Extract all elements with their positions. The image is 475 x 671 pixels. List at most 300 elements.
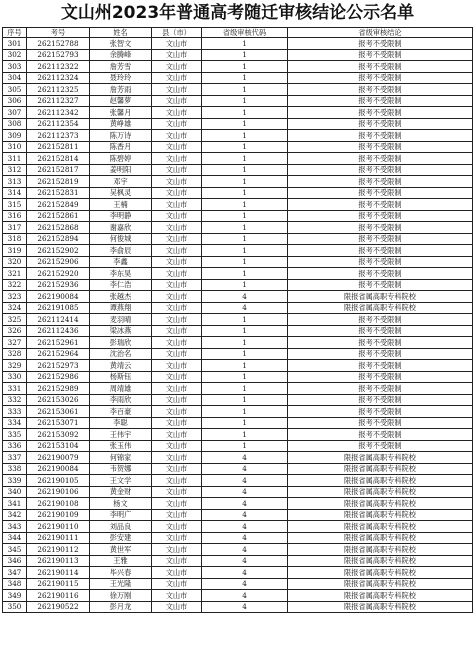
cell-name: 彭月龙 — [90, 601, 152, 613]
cell-index: 340 — [3, 486, 27, 498]
cell-name: 王雅 — [90, 555, 152, 567]
cell-index: 334 — [3, 417, 27, 429]
cell-review-result: 报考不受限制 — [288, 130, 473, 142]
cell-review-code: 1 — [202, 187, 288, 199]
table-row — [3, 498, 473, 510]
cell-county: 文山市 — [152, 532, 202, 544]
cell-review-code: 1 — [202, 164, 288, 176]
table-row — [3, 268, 473, 280]
table-row — [3, 452, 473, 464]
cell-exam-number: 262190115 — [27, 578, 90, 590]
cell-exam-number: 262112322 — [27, 61, 90, 73]
cell-review-result: 报考不受限制 — [288, 371, 473, 383]
cell-index: 311 — [3, 153, 27, 165]
cell-review-code: 1 — [202, 360, 288, 372]
cell-review-code: 1 — [202, 107, 288, 119]
cell-county: 文山市 — [152, 233, 202, 245]
cell-review-result: 限报省属高职专科院校 — [288, 578, 473, 590]
cell-name: 王楠 — [90, 199, 152, 211]
cell-county: 文山市 — [152, 452, 202, 464]
cell-exam-number: 262152788 — [27, 38, 90, 50]
cell-name: 李东昊 — [90, 268, 152, 280]
cell-exam-number: 262152936 — [27, 279, 90, 291]
cell-review-code: 1 — [202, 256, 288, 268]
cell-review-result: 报考不受限制 — [288, 141, 473, 153]
cell-index: 323 — [3, 291, 27, 303]
cell-review-code: 1 — [202, 38, 288, 50]
cell-name: 王伟宇 — [90, 429, 152, 441]
cell-exam-number: 262152817 — [27, 164, 90, 176]
cell-review-code: 1 — [202, 325, 288, 337]
cell-county: 文山市 — [152, 590, 202, 602]
cell-county: 文山市 — [152, 268, 202, 280]
table-row — [3, 463, 473, 475]
cell-name: 黄靖云 — [90, 360, 152, 372]
cell-index: 320 — [3, 256, 27, 268]
cell-name: 赵馨萝 — [90, 95, 152, 107]
cell-index: 326 — [3, 325, 27, 337]
table-row — [3, 141, 473, 153]
table-row — [3, 440, 473, 452]
cell-name: 詹芳雨 — [90, 84, 152, 96]
cell-county: 文山市 — [152, 440, 202, 452]
table-row — [3, 555, 473, 567]
cell-review-result: 报考不受限制 — [288, 95, 473, 107]
cell-review-code: 4 — [202, 567, 288, 579]
cell-exam-number: 262152906 — [27, 256, 90, 268]
cell-exam-number: 262190112 — [27, 544, 90, 556]
cell-name: 麦羽晴 — [90, 314, 152, 326]
cell-review-code: 1 — [202, 72, 288, 84]
cell-exam-number: 262152920 — [27, 268, 90, 280]
cell-review-result: 报考不受限制 — [288, 325, 473, 337]
cell-index: 339 — [3, 475, 27, 487]
cell-index: 343 — [3, 521, 27, 533]
cell-index: 346 — [3, 555, 27, 567]
cell-county: 文山市 — [152, 49, 202, 61]
cell-exam-number: 262152861 — [27, 210, 90, 222]
table-row — [3, 371, 473, 383]
cell-review-result: 报考不受限制 — [288, 417, 473, 429]
cell-county: 文山市 — [152, 394, 202, 406]
cell-county: 文山市 — [152, 84, 202, 96]
cell-index: 304 — [3, 72, 27, 84]
cell-exam-number: 262152989 — [27, 383, 90, 395]
cell-review-code: 1 — [202, 118, 288, 130]
table-row — [3, 337, 473, 349]
cell-county: 文山市 — [152, 475, 202, 487]
cell-county: 文山市 — [152, 107, 202, 119]
cell-review-result: 报考不受限制 — [288, 61, 473, 73]
table-row — [3, 532, 473, 544]
table-row — [3, 509, 473, 521]
cell-county: 文山市 — [152, 337, 202, 349]
cell-review-code: 1 — [202, 417, 288, 429]
cell-county: 文山市 — [152, 222, 202, 234]
cell-review-code: 1 — [202, 394, 288, 406]
cell-index: 327 — [3, 337, 27, 349]
cell-review-result: 报考不受限制 — [288, 199, 473, 211]
cell-review-code: 1 — [202, 222, 288, 234]
cell-exam-number: 262190084 — [27, 463, 90, 475]
cell-county: 文山市 — [152, 383, 202, 395]
table-row — [3, 429, 473, 441]
cell-review-code: 1 — [202, 176, 288, 188]
cell-name: 徐万刚 — [90, 590, 152, 602]
cell-name: 谢嘉欣 — [90, 222, 152, 234]
document-title: 文山州2023年普通高考随迁审核结论公示名单 — [60, 3, 415, 23]
cell-county: 文山市 — [152, 325, 202, 337]
cell-name: 李俞辰 — [90, 245, 152, 257]
cell-county: 文山市 — [152, 130, 202, 142]
cell-exam-number: 262152811 — [27, 141, 90, 153]
cell-exam-number: 262153026 — [27, 394, 90, 406]
cell-index: 329 — [3, 360, 27, 372]
cell-review-code: 1 — [202, 383, 288, 395]
table-row — [3, 72, 473, 84]
results-table — [2, 27, 473, 613]
table-row — [3, 567, 473, 579]
cell-review-result: 报考不受限制 — [288, 118, 473, 130]
cell-exam-number: 262190106 — [27, 486, 90, 498]
table-row — [3, 348, 473, 360]
cell-review-code: 4 — [202, 498, 288, 510]
header-name: 姓名 — [90, 28, 152, 38]
cell-exam-number: 262190105 — [27, 475, 90, 487]
cell-index: 314 — [3, 187, 27, 199]
cell-review-result: 报考不受限制 — [288, 440, 473, 452]
cell-name: 李鑫 — [90, 256, 152, 268]
cell-index: 348 — [3, 578, 27, 590]
cell-review-code: 1 — [202, 95, 288, 107]
cell-review-code: 1 — [202, 84, 288, 96]
cell-county: 文山市 — [152, 245, 202, 257]
cell-exam-number: 262112354 — [27, 118, 90, 130]
cell-review-code: 1 — [202, 314, 288, 326]
cell-county: 文山市 — [152, 291, 202, 303]
cell-exam-number: 262190109 — [27, 509, 90, 521]
cell-exam-number: 262152814 — [27, 153, 90, 165]
cell-review-result: 限报省属高职专科院校 — [288, 532, 473, 544]
cell-review-result: 报考不受限制 — [288, 279, 473, 291]
cell-review-code: 4 — [202, 291, 288, 303]
table-row — [3, 325, 473, 337]
cell-name: 杨斯钰 — [90, 371, 152, 383]
cell-name: 陈香月 — [90, 141, 152, 153]
cell-index: 350 — [3, 601, 27, 613]
cell-exam-number: 262190110 — [27, 521, 90, 533]
cell-index: 307 — [3, 107, 27, 119]
table-header-row — [3, 28, 473, 38]
cell-index: 318 — [3, 233, 27, 245]
table-row — [3, 199, 473, 211]
table-row — [3, 406, 473, 418]
cell-review-result: 限报省属高职专科院校 — [288, 544, 473, 556]
cell-exam-number: 262152894 — [27, 233, 90, 245]
cell-review-result: 报考不受限制 — [288, 153, 473, 165]
cell-review-result: 限报省属高职专科院校 — [288, 291, 473, 303]
cell-county: 文山市 — [152, 348, 202, 360]
cell-name: 王光隆 — [90, 578, 152, 590]
cell-review-code: 4 — [202, 475, 288, 487]
cell-review-code: 1 — [202, 429, 288, 441]
cell-name: 何锦家 — [90, 452, 152, 464]
cell-exam-number: 262190522 — [27, 601, 90, 613]
cell-review-result: 限报省属高职专科院校 — [288, 590, 473, 602]
header-review-result: 省级审核结论 — [288, 28, 473, 38]
cell-county: 文山市 — [152, 210, 202, 222]
cell-index: 315 — [3, 199, 27, 211]
cell-review-code: 1 — [202, 245, 288, 257]
cell-exam-number: 262152868 — [27, 222, 90, 234]
header-county: 县（市） — [152, 28, 202, 38]
cell-review-result: 限报省属高职专科院校 — [288, 555, 473, 567]
cell-county: 文山市 — [152, 279, 202, 291]
cell-county: 文山市 — [152, 95, 202, 107]
cell-county: 文山市 — [152, 314, 202, 326]
cell-county: 文山市 — [152, 429, 202, 441]
cell-exam-number: 262190111 — [27, 532, 90, 544]
cell-name: 彭安建 — [90, 532, 152, 544]
cell-exam-number: 262191085 — [27, 302, 90, 314]
cell-name: 李百豪 — [90, 406, 152, 418]
table-row — [3, 61, 473, 73]
cell-exam-number: 262152831 — [27, 187, 90, 199]
cell-exam-number: 262190108 — [27, 498, 90, 510]
cell-review-result: 报考不受限制 — [288, 268, 473, 280]
cell-exam-number: 262153061 — [27, 406, 90, 418]
cell-review-code: 1 — [202, 141, 288, 153]
header-index: 序号 — [3, 28, 27, 38]
cell-review-code: 4 — [202, 544, 288, 556]
cell-county: 文山市 — [152, 199, 202, 211]
cell-name: 李明广 — [90, 509, 152, 521]
cell-index: 310 — [3, 141, 27, 153]
cell-exam-number: 262190114 — [27, 567, 90, 579]
table-row — [3, 187, 473, 199]
cell-name: 梁冰燕 — [90, 325, 152, 337]
cell-exam-number: 262153104 — [27, 440, 90, 452]
cell-name: 张越杰 — [90, 291, 152, 303]
cell-review-code: 1 — [202, 337, 288, 349]
cell-name: 詹芳雪 — [90, 61, 152, 73]
cell-index: 332 — [3, 394, 27, 406]
cell-index: 342 — [3, 509, 27, 521]
cell-county: 文山市 — [152, 187, 202, 199]
cell-review-result: 报考不受限制 — [288, 383, 473, 395]
cell-name: 谭燕翔 — [90, 302, 152, 314]
cell-review-result: 报考不受限制 — [288, 360, 473, 372]
table-row — [3, 578, 473, 590]
cell-index: 345 — [3, 544, 27, 556]
table-row — [3, 164, 473, 176]
cell-exam-number: 262152961 — [27, 337, 90, 349]
cell-county: 文山市 — [152, 360, 202, 372]
cell-name: 邓宇 — [90, 176, 152, 188]
cell-county: 文山市 — [152, 371, 202, 383]
header-review-code: 省级审核代码 — [202, 28, 288, 38]
cell-review-code: 4 — [202, 601, 288, 613]
cell-county: 文山市 — [152, 555, 202, 567]
cell-review-result: 报考不受限制 — [288, 107, 473, 119]
cell-review-result: 报考不受限制 — [288, 314, 473, 326]
cell-review-code: 1 — [202, 210, 288, 222]
cell-review-result: 限报省属高职专科院校 — [288, 463, 473, 475]
table-row — [3, 360, 473, 372]
cell-review-result: 限报省属高职专科院校 — [288, 509, 473, 521]
cell-name: 张玉伟 — [90, 440, 152, 452]
cell-review-result: 限报省属高职专科院校 — [288, 452, 473, 464]
cell-county: 文山市 — [152, 486, 202, 498]
cell-index: 321 — [3, 268, 27, 280]
cell-name: 吴枫灵 — [90, 187, 152, 199]
cell-name: 何俊城 — [90, 233, 152, 245]
cell-review-result: 报考不受限制 — [288, 245, 473, 257]
table-row — [3, 38, 473, 50]
cell-exam-number: 262153092 — [27, 429, 90, 441]
table-row — [3, 210, 473, 222]
cell-county: 文山市 — [152, 498, 202, 510]
cell-exam-number: 262112373 — [27, 130, 90, 142]
cell-name: 李雨欣 — [90, 394, 152, 406]
table-row — [3, 521, 473, 533]
cell-review-code: 1 — [202, 406, 288, 418]
cell-review-result: 报考不受限制 — [288, 176, 473, 188]
cell-name: 陈万诗 — [90, 130, 152, 142]
cell-review-result: 报考不受限制 — [288, 406, 473, 418]
cell-county: 文山市 — [152, 521, 202, 533]
cell-index: 336 — [3, 440, 27, 452]
cell-exam-number: 262112342 — [27, 107, 90, 119]
table-row — [3, 417, 473, 429]
table-row — [3, 291, 473, 303]
table-row — [3, 222, 473, 234]
cell-exam-number: 262152902 — [27, 245, 90, 257]
cell-review-result: 报考不受限制 — [288, 72, 473, 84]
cell-index: 309 — [3, 130, 27, 142]
cell-index: 313 — [3, 176, 27, 188]
cell-index: 317 — [3, 222, 27, 234]
cell-county: 文山市 — [152, 118, 202, 130]
cell-county: 文山市 — [152, 141, 202, 153]
cell-index: 331 — [3, 383, 27, 395]
cell-exam-number: 262190084 — [27, 291, 90, 303]
cell-review-code: 4 — [202, 532, 288, 544]
cell-county: 文山市 — [152, 463, 202, 475]
cell-review-result: 报考不受限制 — [288, 187, 473, 199]
cell-index: 324 — [3, 302, 27, 314]
cell-review-result: 报考不受限制 — [288, 394, 473, 406]
table-row — [3, 475, 473, 487]
cell-exam-number: 262152793 — [27, 49, 90, 61]
cell-index: 330 — [3, 371, 27, 383]
cell-county: 文山市 — [152, 61, 202, 73]
cell-review-code: 1 — [202, 130, 288, 142]
cell-name: 毕兴春 — [90, 567, 152, 579]
cell-review-code: 4 — [202, 578, 288, 590]
cell-county: 文山市 — [152, 153, 202, 165]
cell-review-result: 限报省属高职专科院校 — [288, 486, 473, 498]
table-row — [3, 279, 473, 291]
cell-index: 308 — [3, 118, 27, 130]
table-row — [3, 84, 473, 96]
cell-index: 305 — [3, 84, 27, 96]
cell-review-result: 报考不受限制 — [288, 337, 473, 349]
cell-exam-number: 262112325 — [27, 84, 90, 96]
table-row — [3, 95, 473, 107]
cell-name: 黄金财 — [90, 486, 152, 498]
cell-index: 312 — [3, 164, 27, 176]
cell-name: 李聪 — [90, 417, 152, 429]
cell-index: 316 — [3, 210, 27, 222]
table-row — [3, 544, 473, 556]
cell-exam-number: 262112324 — [27, 72, 90, 84]
cell-review-result: 报考不受限制 — [288, 348, 473, 360]
cell-exam-number: 262152964 — [27, 348, 90, 360]
cell-exam-number: 262152849 — [27, 199, 90, 211]
cell-review-result: 限报省属高职专科院校 — [288, 302, 473, 314]
cell-index: 341 — [3, 498, 27, 510]
cell-review-code: 1 — [202, 199, 288, 211]
cell-exam-number: 262112327 — [27, 95, 90, 107]
cell-review-code: 1 — [202, 371, 288, 383]
cell-review-result: 报考不受限制 — [288, 84, 473, 96]
cell-review-code: 4 — [202, 521, 288, 533]
cell-review-result: 报考不受限制 — [288, 49, 473, 61]
table-row — [3, 107, 473, 119]
cell-index: 306 — [3, 95, 27, 107]
cell-review-code: 1 — [202, 153, 288, 165]
cell-exam-number: 262112436 — [27, 325, 90, 337]
cell-index: 322 — [3, 279, 27, 291]
cell-exam-number: 262190113 — [27, 555, 90, 567]
cell-review-result: 限报省属高职专科院校 — [288, 498, 473, 510]
table-row — [3, 49, 473, 61]
cell-index: 344 — [3, 532, 27, 544]
header-exam-number: 考号 — [27, 28, 90, 38]
table-row — [3, 130, 473, 142]
cell-review-code: 4 — [202, 555, 288, 567]
cell-exam-number: 262190116 — [27, 590, 90, 602]
cell-review-result: 报考不受限制 — [288, 256, 473, 268]
cell-name: 王文学 — [90, 475, 152, 487]
cell-name: 沈治名 — [90, 348, 152, 360]
table-row — [3, 601, 473, 613]
cell-name: 张智文 — [90, 38, 152, 50]
table-row — [3, 383, 473, 395]
cell-review-result: 报考不受限制 — [288, 210, 473, 222]
cell-review-code: 4 — [202, 302, 288, 314]
cell-index: 347 — [3, 567, 27, 579]
cell-exam-number: 262152973 — [27, 360, 90, 372]
cell-review-code: 4 — [202, 486, 288, 498]
table-row — [3, 486, 473, 498]
cell-review-result: 报考不受限制 — [288, 429, 473, 441]
table-row — [3, 302, 473, 314]
cell-review-code: 4 — [202, 590, 288, 602]
cell-name: 陈碧婷 — [90, 153, 152, 165]
table-row — [3, 233, 473, 245]
cell-review-result: 报考不受限制 — [288, 38, 473, 50]
cell-county: 文山市 — [152, 72, 202, 84]
cell-exam-number: 262112414 — [27, 314, 90, 326]
cell-review-code: 1 — [202, 348, 288, 360]
cell-county: 文山市 — [152, 509, 202, 521]
cell-county: 文山市 — [152, 302, 202, 314]
cell-review-code: 1 — [202, 49, 288, 61]
cell-name: 杨文 — [90, 498, 152, 510]
cell-county: 文山市 — [152, 176, 202, 188]
